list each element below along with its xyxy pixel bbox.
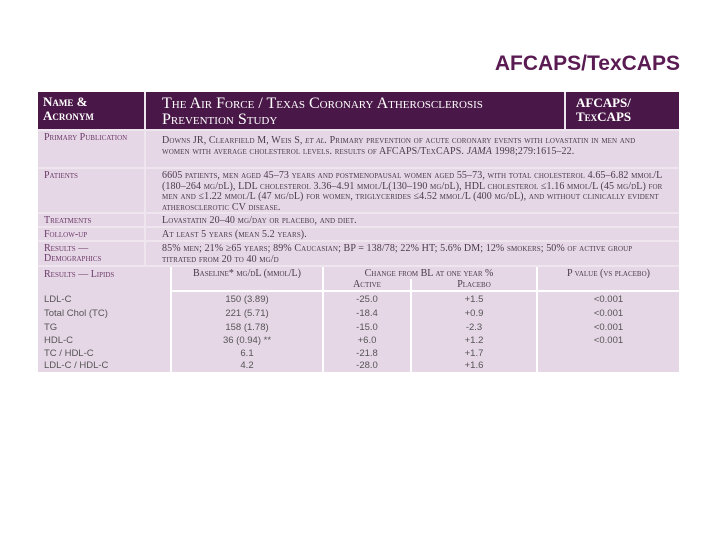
- lipid-placebo: +1.7: [464, 348, 484, 359]
- follow-up-text: At least 5 years (mean 5.2 years).: [146, 228, 679, 240]
- label-treatments: Treatments: [38, 214, 144, 226]
- lipid-active: -25.0: [356, 294, 378, 305]
- label-follow-up: Follow-up: [38, 228, 144, 240]
- lipid-placebo: +1.2: [464, 335, 484, 346]
- lipid-p-value: <0.001: [593, 322, 624, 333]
- label-primary-publication: Primary Publication: [38, 131, 144, 167]
- lipid-name: LDL-C / HDL-C: [44, 360, 109, 371]
- slide-title: AFCAPS/TexCAPS: [494, 52, 680, 75]
- primary-publication-text: Downs JR, Clearfield M, Weis S, et al. Primary prevention of acute coronary events with lovastatin in men and women with average cholesterol levels. results of AFCAPS/TexCAPS. JAMA 1998;279:1615–22.: [146, 131, 679, 167]
- header-p-value: P value (vs placebo): [566, 268, 650, 279]
- lipid-p-value: <0.001: [593, 335, 624, 346]
- lipid-name: HDL-C: [44, 335, 74, 346]
- lipid-active: -21.8: [356, 348, 378, 359]
- lipid-baseline: 158 (1.78): [225, 322, 269, 333]
- lipid-placebo: +0.9: [464, 308, 484, 319]
- header-baseline: Baseline* mg/dL (mmol/L): [192, 268, 301, 279]
- lipid-p-value: <0.001: [593, 294, 624, 305]
- lipid-name: Total Chol (TC): [44, 308, 108, 319]
- lipid-active: -18.4: [356, 308, 378, 319]
- lipid-baseline: 221 (5.71): [225, 308, 269, 319]
- lipid-name: LDL-C: [44, 294, 72, 305]
- label-demographics: Results — Demographics: [38, 242, 144, 265]
- lipid-name: TG: [44, 322, 58, 333]
- label-results-lipids: Results — Lipids: [44, 269, 115, 280]
- lipid-active: -28.0: [356, 360, 378, 371]
- demographics-text: 85% men; 21% ≥65 years; 89% Caucasian; BP = 138/78; 22% HT; 5.6% DM; 12% smokers; 50% of active group titrated from 20 to 40 mg/d: [146, 242, 679, 265]
- header-study-name: The Air Force / Texas Coronary Atherosclerosis Prevention Study: [146, 92, 564, 129]
- treatments-text: Lovastatin 20–40 mg/day or placebo, and diet.: [146, 214, 679, 226]
- lipid-p-value: <0.001: [593, 308, 624, 319]
- lipid-baseline: 4.2: [240, 360, 254, 371]
- lipid-baseline: 6.1: [240, 348, 254, 359]
- lipid-placebo: -2.3: [465, 322, 483, 333]
- lipid-active: -15.0: [356, 322, 378, 333]
- lipid-placebo: +1.6: [464, 360, 484, 371]
- study-summary-table: [38, 92, 679, 372]
- header-change-from-baseline: Change from BL at one year %: [364, 268, 494, 279]
- lipid-name: TC / HDL-C: [44, 348, 94, 359]
- header-acronym: AFCAPS/ TexCAPS: [566, 92, 679, 129]
- lipid-placebo: +1.5: [464, 294, 484, 305]
- label-patients: Patients: [38, 169, 144, 212]
- header-name-acronym: Name & Acronym: [38, 92, 144, 129]
- header-placebo: Placebo: [457, 279, 491, 290]
- patients-text: 6605 patients, men aged 45–73 years and postmenopausal women aged 55–73, with total cholesterol 4.65–6.82 mmol/L (180–264 mg/dL), LDL cholesterol 3.36–4.91 mmol/L(130–190 mg/dL), HDL cholesterol ≤1.16 mmol/L (45 mg/dL) for men and ≤1.22 mmol/L (47 mg/dL) for women, triglycerides ≤4.52 mmol/L (400 mg/dL), and without clinically evident atherosclerotic CV disease.: [146, 169, 679, 212]
- lipid-baseline: 36 (0.94) **: [222, 335, 272, 346]
- header-active: Active: [353, 279, 381, 290]
- lipid-active: +6.0: [357, 335, 377, 346]
- lipid-baseline: 150 (3.89): [225, 294, 269, 305]
